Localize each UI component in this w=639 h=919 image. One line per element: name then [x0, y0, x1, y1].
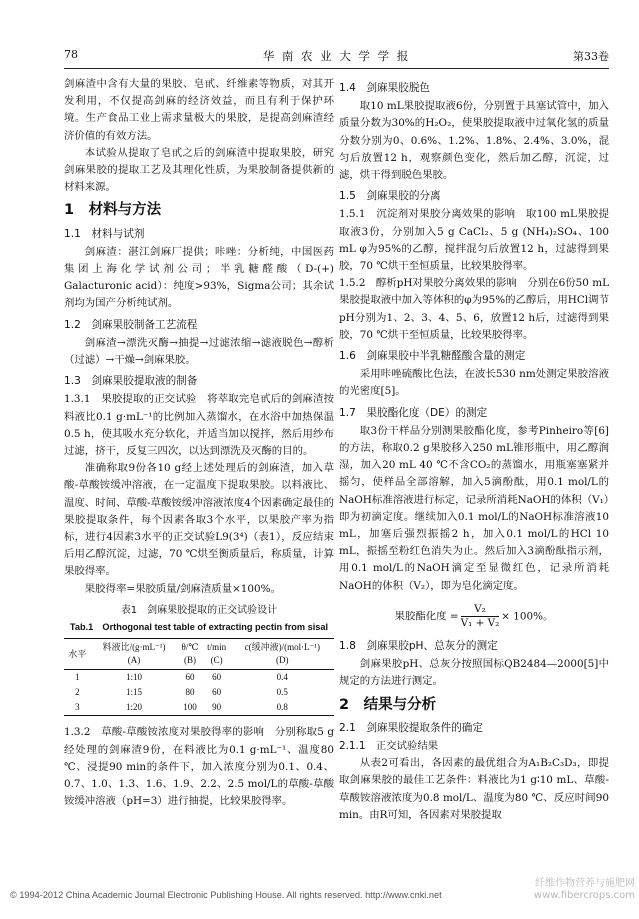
paragraph: 1.3.1 果胶提取的正交试验 将萃取完皂甙后的剑麻渣按料液比0.1 g·mL⁻¹的比例加入蒸馏水，在水浴中加热保温0.5 h，使其吸水充分软化，并适当加以搅拌，然后用纱布过滤，挤干，反复三四次，以达到漂洗及灭酶的目的。 [64, 393, 334, 458]
table-header-row [64, 639, 334, 670]
formula-numerator: V₂ [461, 603, 500, 617]
table-cell: 80 [185, 687, 195, 698]
subsection-heading: 1.2 剑麻果胶制备工艺流程 [64, 318, 198, 331]
subsection-heading: 1.7 果胶酯化度（DE）的测定 [339, 406, 488, 419]
header-rule [64, 68, 609, 69]
formula-rhs: × 100%。 [501, 610, 554, 623]
table-cell: 60 [212, 687, 222, 698]
formula-lhs: 果胶酯化度 = [394, 610, 459, 623]
table-cell: 0.4 [276, 672, 288, 683]
table-cell: 3 [75, 702, 80, 713]
section-heading: 1 材料与方法 [64, 202, 162, 219]
paragraph: 采用咔唑硫酸比色法，在波长530 nm处测定果胶溶液的光密度[5]。 [339, 368, 609, 398]
paragraph: 剑麻渣：湛江剑麻厂提供；咔唑：分析纯，中国医药集团上海化学试剂公司；半乳糖醛酸（D-(+) Galacturonic acid）：纯度>93%，Sigma公司；其余试剂均为国产分析纯试剂。 [64, 245, 334, 310]
header-label: 水平 [68, 648, 87, 659]
factor-label: (D) [276, 655, 289, 666]
table-cell: 60 [212, 672, 222, 683]
formula-denominator: V₁ + V₂ [460, 616, 500, 629]
section-heading: 2 结果与分析 [339, 696, 437, 713]
table-cell: 1 [75, 672, 80, 683]
table-cell: 1:20 [126, 702, 143, 713]
orthogonal-test-table [64, 638, 334, 716]
paragraph: 1.5.1 沉淀剂对果胶分离效果的影响 取100 mL果胶提取液3份，分别加入5 g CaCl₂、5 g (NH₄)₂SO₄、100 mL φ为95%的乙醇，搅拌混匀后放置12 h，过滤得到果胶，70 ℃烘干至恒质量，比较果胶得率。 [339, 208, 609, 273]
header-label: 料液比/(g·mL⁻¹) [102, 642, 166, 653]
table-header-cell [203, 639, 231, 670]
table-body [64, 670, 334, 716]
table-header [64, 639, 334, 670]
header-label: c(缓冲液)/(mol·L⁻¹) [244, 642, 321, 653]
watermark-logo: 纤维作物营养与施肥网 www.fibercrops.com [533, 878, 635, 901]
volume-label: 第33卷 [573, 50, 609, 63]
table-cell: 90 [212, 702, 222, 713]
paragraph: 1.5.2 醇析pH对果胶分离效果的影响 分别在6份50 mL果胶提取液中加入等体积的φ为95%的乙醇后，用HCl调节pH分别为1、2、3、4、5、6，放置12 h后，过滤得到果胶，70 ℃烘干至恒质量，比较果胶得率。 [339, 277, 609, 341]
right-column [339, 76, 609, 824]
table-header-cell [64, 639, 91, 670]
paragraph: 准确称取9份各10 g经上述处理后的剑麻渣，加入草酸-草酸铵缓冲溶液，在一定温度下提取果胶。以料液比、温度、时间、草酸-草酸铵缓冲溶液浓度4个因素确定最佳的果胶提取条件，每个因素各取3个水平，以果胶产率为指标，进行4因素3水平的正交试验L9(3⁴)（表1），反应结束后用乙醇沉淀，过滤，70 ℃烘至衡质量后，称质量，计算果胶得率。 [64, 462, 334, 578]
formula-fraction [461, 603, 500, 630]
paragraph: 果胶得率=果胶质量/剑麻渣质量×100%。 [84, 582, 281, 595]
table-row [64, 670, 334, 686]
paragraph: 剑麻渣→漂洗灭酶→抽提→过滤浓缩→滤液脱色→醇析（过滤）→干燥→剑麻果胶。 [64, 336, 334, 367]
table-header-cell [91, 639, 178, 670]
page-header [64, 48, 609, 66]
table-header-cell [231, 639, 334, 670]
subsection-heading: 1.6 剑麻果胶中半乳糖醛酸含量的测定 [339, 350, 526, 363]
header-label: t/min [207, 642, 227, 653]
paragraph: 本试验从提取了皂甙之后的剑麻渣中提取果胶，研究剑麻果胶的提取工艺及其理化性质，为果胶制备提供新的材料来源。 [64, 146, 334, 194]
paragraph: 取10 mL果胶提取液6份，分别置于具塞试管中，加入质量分数为30%的H₂O₂，使果胶提取液中过氧化氢的质量分数分别为0、0.6%、1.2%、1.8%、2.4%、3.0%，混匀后放置12 h，观察颜色变化，然后加乙醇，沉淀，过滤，烘干得到脱色果胶。 [339, 100, 609, 182]
page-number: 78 [64, 48, 78, 61]
subsection-heading: 2.1 剑麻果胶提取条件的确定 [339, 721, 483, 734]
factor-label: (B) [183, 655, 196, 666]
table-header-cell [177, 639, 202, 670]
table-cell: 1:10 [126, 672, 143, 683]
copyright-footer: © 1994-2012 China Academic Journal Electronic Publishing House. All rights reserved. http://www.cnki.net [10, 890, 442, 900]
table-row [64, 685, 334, 700]
subsection-heading: 1.3 剑麻果胶提取液的制备 [64, 375, 198, 388]
paragraph: 剑麻果胶pH、总灰分按照国标QB2484—2000[5]中规定的方法进行测定。 [339, 658, 609, 688]
table-cell: 0.8 [276, 702, 288, 713]
table-cell: 0.5 [276, 687, 288, 698]
table-caption-en: Tab.1 Orthogonal test table of extracting pectin from sisal [69, 622, 329, 633]
factor-label: (A) [127, 655, 141, 666]
paragraph: 1.3.2 草酸-草酸铵浓度对果胶得率的影响 分别称取5 g经处理的剑麻渣9份，在料液比为0.1 g·mL⁻¹、温度80 ℃、浸提90 min的条件下，加入浓度分别为0.1、0.4、0.7、1.0、1.3、1.6、1.9、2.2、2.5 mol/L的草酸-草酸铵缓冲溶液（pH=3）进行抽提，比较果胶得率。 [64, 726, 334, 808]
table-caption-cn: 表1 剑麻果胶提取的正交试验设计 [120, 604, 278, 616]
subsection-heading: 1.5 剑麻果胶的分离 [339, 190, 441, 203]
esterification-formula [339, 603, 609, 630]
table-cell: 1:15 [126, 687, 143, 698]
header-label: θ/℃ [181, 642, 199, 653]
paragraph: 从表2可看出，各因素的最优组合为A₁B₂C₃D₃，即提取剑麻果胶的最佳工艺条件：料液比为1 g∶10 mL、草酸-草酸铵溶液浓度为0.8 mol/L、温度为80 ℃、反应时间90 min。由R可知，各因素对果胶提取 [339, 757, 609, 821]
table-cell: 2 [75, 687, 80, 698]
paragraph: 剑麻渣中含有大量的果胶、皂甙、纤维素等物质，对其开发利用，不仅提高剑麻的经济效益，而且有利于保护环境。生产食品工业上需求量极大的果胶，是提高剑麻渣经济价值的有效方法。 [64, 78, 334, 142]
subsection-heading: 1.4 剑麻果胶脱色 [339, 82, 431, 94]
table-cell: 100 [183, 702, 197, 713]
left-column [64, 76, 334, 810]
subsubsection-heading: 2.1.1 正交试验结果 [339, 739, 439, 752]
paragraph: 取3份干样品分别测果胶酯化度，参考Pinheiro等[6]的方法，称取0.2 g果胶移入250 mL锥形瓶中，用乙醇润湿，加入20 mL 40 ℃不含CO₂的蒸馏水，用瓶塞塞紧并摇匀，使样品全部溶解，加入5滴酚酞，用0.1 mol/L的NaOH标准溶液进行标定，记录所消耗NaOH的体积（V₁）即为初滴定度。继续加入0.1 mol/L的NaOH标准溶液10 mL，加塞后强烈振摇2 h，加入0.1 mol/L的HCl 10 mL，振摇至粉红色消失为止。然后加入3滴酚酞指示剂，用0.1 mol/L的NaOH滴定至显微红色，记录所消耗NaOH的体积（V₂），即为皂化滴定度。 [339, 424, 609, 592]
subsection-heading: 1.1 材料与试剂 [64, 227, 145, 240]
factor-label: (C) [210, 655, 223, 666]
journal-title: 华 南 农 业 大 学 学 报 [262, 49, 411, 63]
table-cell: 60 [185, 672, 195, 683]
table-row [64, 700, 334, 716]
subsection-heading: 1.8 剑麻果胶pH、总灰分的测定 [339, 639, 498, 652]
